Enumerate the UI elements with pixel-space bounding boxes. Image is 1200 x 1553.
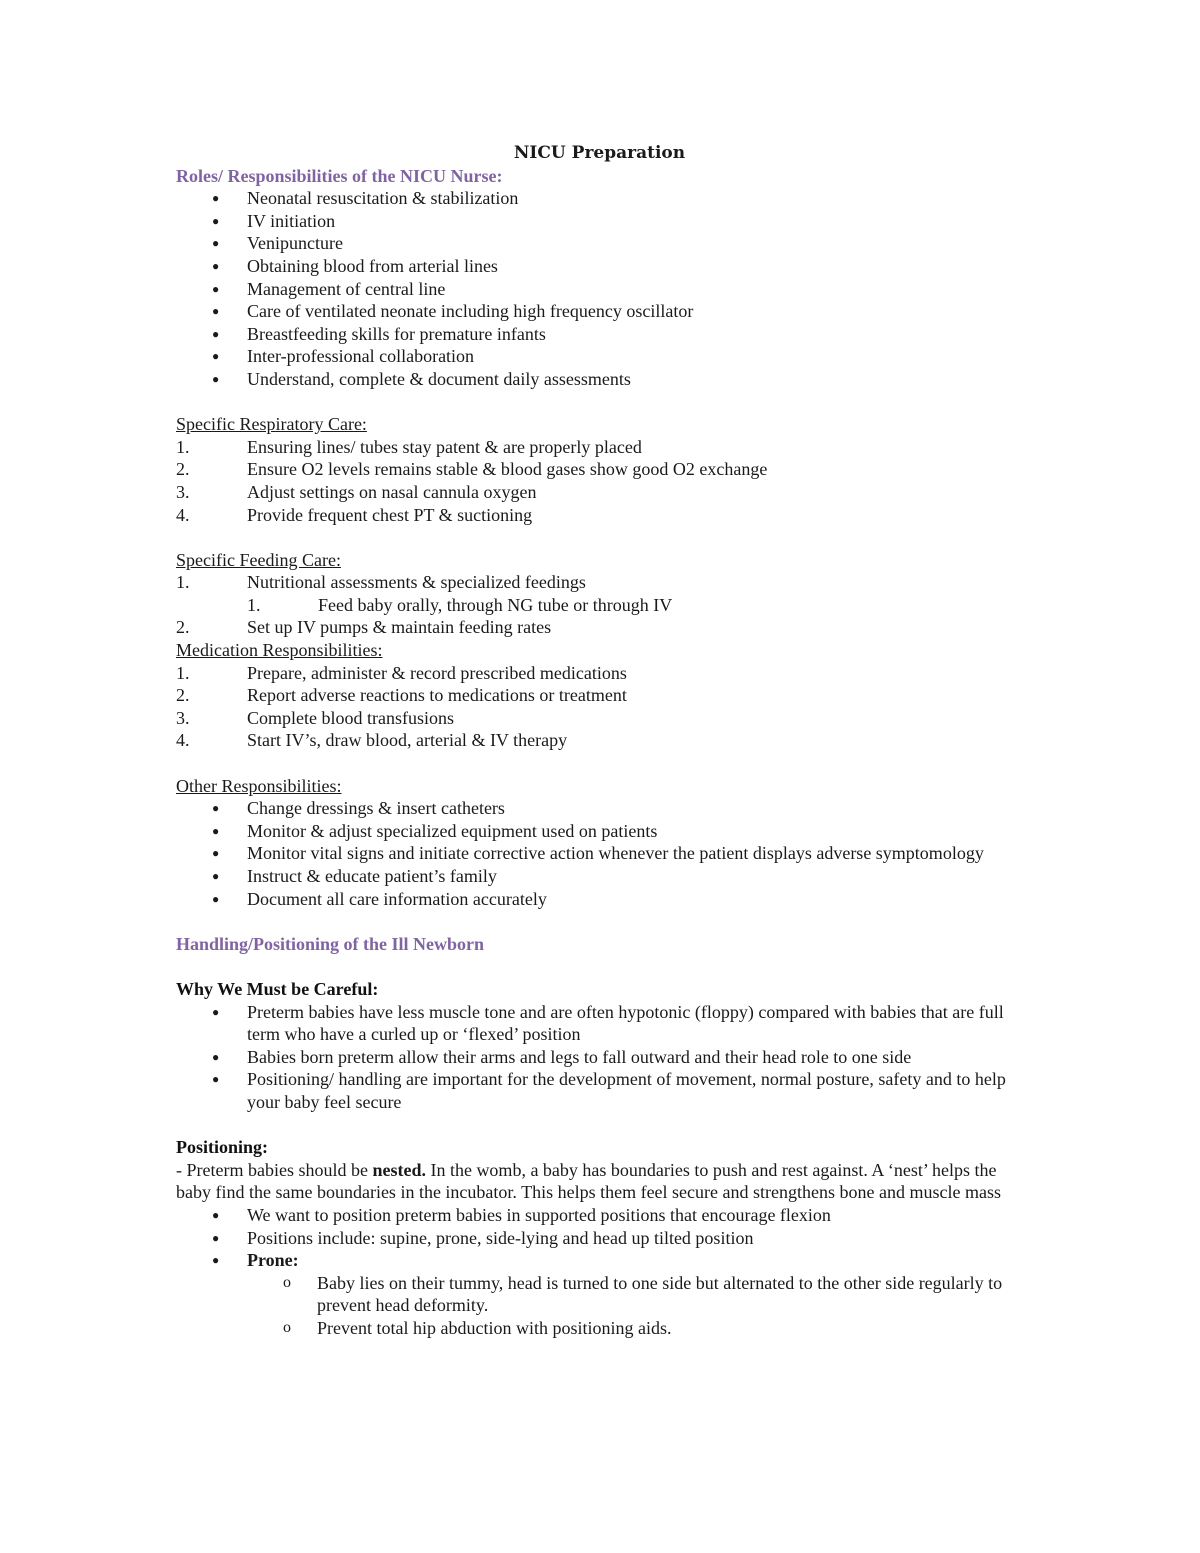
sub-list-item: o Prevent total hip abduction with positioning aids. xyxy=(176,1317,1026,1340)
numbered-item: 1. Ensuring lines/ tubes stay patent & are properly placed xyxy=(176,436,642,457)
careful-list xyxy=(176,1001,1026,1114)
handling-heading: Handling/Positioning of the Ill Newborn xyxy=(176,933,485,954)
list-item: ● Instruct & educate patient’s family xyxy=(176,865,1026,888)
list-item: ● Positions include: supine, prone, side-lying and head up tilted position xyxy=(176,1227,1026,1250)
numbered-item: 4. Provide frequent chest PT & suctioning xyxy=(176,504,533,525)
list-item: ● Care of ventilated neonate including high frequency oscillator xyxy=(176,300,1026,323)
list-item: ● Monitor & adjust specialized equipment used on patients xyxy=(176,820,1026,843)
numbered-item: 2. Ensure O2 levels remains stable & blood gases show good O2 exchange xyxy=(176,459,768,480)
respiratory-heading: Specific Respiratory Care: xyxy=(176,414,367,435)
sub-list-item: o Baby lies on their tummy, head is turned to one side but alternated to the other side regularly to prevent head deformity. xyxy=(176,1272,1026,1317)
list-item-prone: ● Prone: xyxy=(176,1249,1026,1272)
document-page xyxy=(176,142,1026,1339)
numbered-subitem: 1. Feed baby orally, through NG tube or through IV xyxy=(247,594,673,615)
list-item: ● Management of central line xyxy=(176,278,1026,301)
list-item: ● Document all care information accurately xyxy=(176,888,1026,911)
numbered-item: 1. Prepare, administer & record prescribed medications xyxy=(176,662,627,683)
numbered-item: 2. Set up IV pumps & maintain feeding rates xyxy=(176,617,552,638)
list-item: ● Understand, complete & document daily assessments xyxy=(176,368,1026,391)
positioning-paragraph: - Preterm babies should be nested. In the womb, a baby has boundaries to push and rest against. A ‘nest’ helps the baby find the same boundaries in the incubator. This helps them feel secure and strengthens bone and muscle mass xyxy=(176,1159,1001,1203)
positioning-list xyxy=(176,1204,1026,1272)
list-item: ● Change dressings & insert catheters xyxy=(176,797,1026,820)
other-heading: Other Responsibilities: xyxy=(176,775,342,796)
list-item: ● We want to position preterm babies in supported positions that encourage flexion xyxy=(176,1204,1026,1227)
numbered-item: 3. Adjust settings on nasal cannula oxygen xyxy=(176,481,537,502)
numbered-item: 4. Start IV’s, draw blood, arterial & IV therapy xyxy=(176,730,568,751)
medication-heading: Medication Responsibilities: xyxy=(176,640,383,661)
careful-heading: Why We Must be Careful: xyxy=(176,978,379,999)
other-list xyxy=(176,797,1026,910)
page-title: NICU Preparation xyxy=(513,143,686,163)
list-item: ● Positioning/ handling are important for the development of movement, normal posture, safety and to help your baby feel secure xyxy=(176,1068,1026,1113)
list-item: ● Venipuncture xyxy=(176,232,1026,255)
positioning-heading: Positioning: xyxy=(176,1137,269,1158)
list-item: ● Inter-professional collaboration xyxy=(176,345,1026,368)
feeding-heading: Specific Feeding Care: xyxy=(176,549,341,570)
numbered-item: 3. Complete blood transfusions xyxy=(176,707,454,728)
list-item: ● Neonatal resuscitation & stabilization xyxy=(176,187,1026,210)
roles-list xyxy=(176,187,1026,390)
roles-heading: Roles/ Responsibilities of the NICU Nurse: xyxy=(176,165,503,186)
list-item: ● Obtaining blood from arterial lines xyxy=(176,255,1026,278)
list-item: ● Monitor vital signs and initiate corrective action whenever the patient displays adverse symptomology xyxy=(176,842,1026,865)
prone-sublist xyxy=(176,1272,1026,1340)
list-item: ● Preterm babies have less muscle tone and are often hypotonic (floppy) compared with babies that are full term who have a curled up or ‘flexed’ position xyxy=(176,1001,1026,1046)
list-item: ● Breastfeeding skills for premature infants xyxy=(176,323,1026,346)
list-item: ● IV initiation xyxy=(176,210,1026,233)
numbered-item: 2. Report adverse reactions to medications or treatment xyxy=(176,685,627,706)
numbered-item: 1. Nutritional assessments & specialized feedings xyxy=(176,572,586,593)
list-item: ● Babies born preterm allow their arms and legs to fall outward and their head role to one side xyxy=(176,1046,1026,1069)
